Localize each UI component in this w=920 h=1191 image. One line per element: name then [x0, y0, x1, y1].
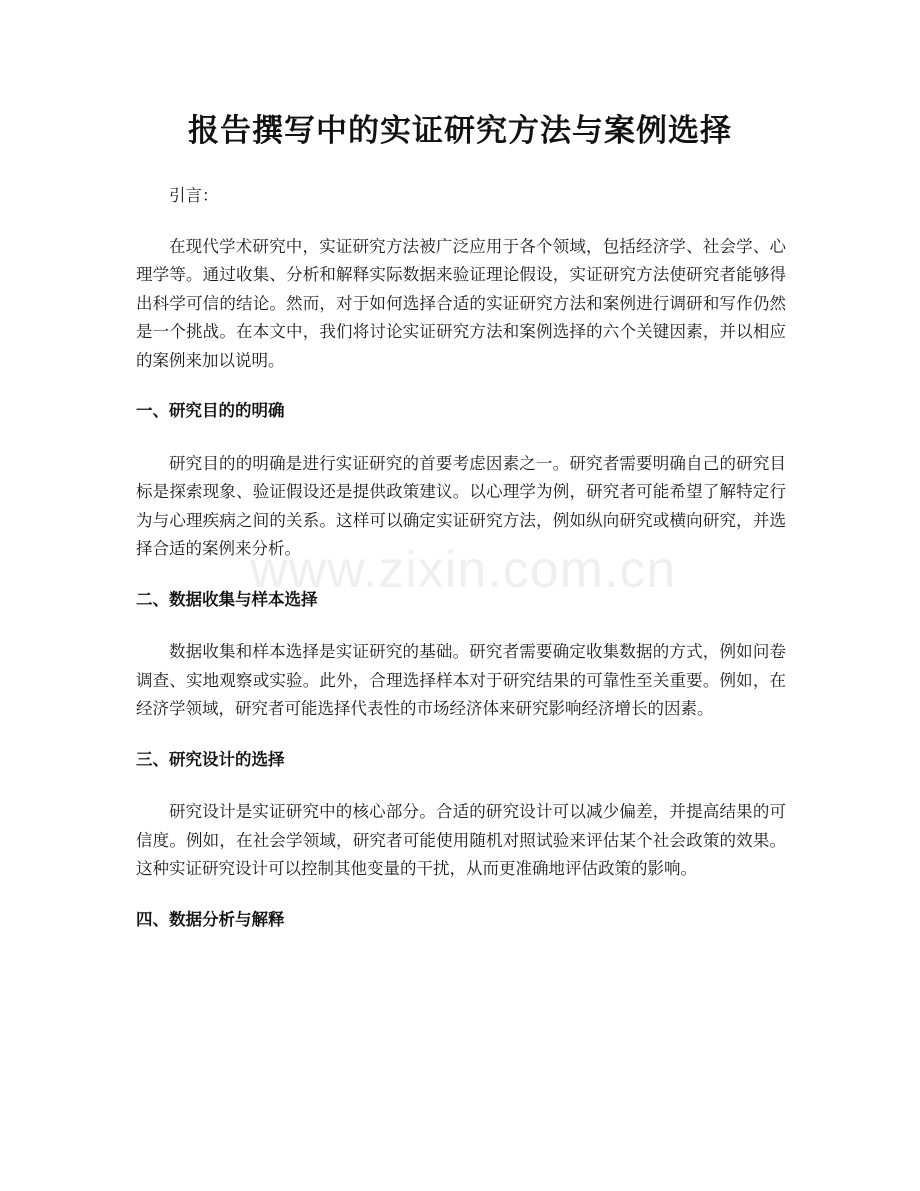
document-body — [136, 182, 786, 934]
intro-paragraph: 在现代学术研究中，实证研究方法被广泛应用于各个领域，包括经济学、社会学、心理学等。通过收集、分析和解释实际数据来验证理论假设，实证研究方法使研究者能够得出科学可信的结论。然而，对于如何选择合适的实证研究方法和案例进行调研和写作仍然是一个挑战。在本文中，我们将讨论实证研究方法和案例选择的六个关键因素，并以相应的案例来加以说明。 — [136, 236, 786, 370]
watermark-text: www.zixin.com.cn — [250, 541, 677, 599]
section-paragraph-1: 研究目的的明确是进行实证研究的首要考虑因素之一。研究者需要明确自己的研究目标是探索现象、验证假设还是提供政策建议。以心理学为例，研究者可能希望了解特定行为与心理疾病之间的关系。这样可以确定实证研究方法，例如纵向研究或横向研究，并选择合适的案例来分析。 — [136, 453, 786, 558]
section-paragraph-2: 数据收集和样本选择是实证研究的基础。研究者需要确定收集数据的方式，例如问卷调查、实地观察或实验。此外，合理选择样本对于研究结果的可靠性至关重要。例如，在经济学领域，研究者可能选择代表性的市场经济体来研究影响经济增长的因素。 — [136, 642, 786, 718]
intro-label: 引言： — [169, 186, 219, 205]
section-heading-3: 三、研究设计的选择 — [136, 749, 285, 769]
section-paragraph-3: 研究设计是实证研究中的核心部分。合适的研究设计可以减少偏差，并提高结果的可信度。例如，在社会学领域，研究者可能使用随机对照试验来评估某个社会政策的效果。这种实证研究设计可以控制其他变量的干扰，从而更准确地评估政策的影响。 — [136, 802, 786, 878]
document-title: 报告撰写中的实证研究方法与案例选择 — [188, 113, 732, 149]
section-heading-4: 四、数据分析与解释 — [136, 909, 285, 929]
section-heading-2: 二、数据收集与样本选择 — [136, 589, 318, 609]
section-heading-1: 一、研究目的的明确 — [136, 401, 285, 420]
